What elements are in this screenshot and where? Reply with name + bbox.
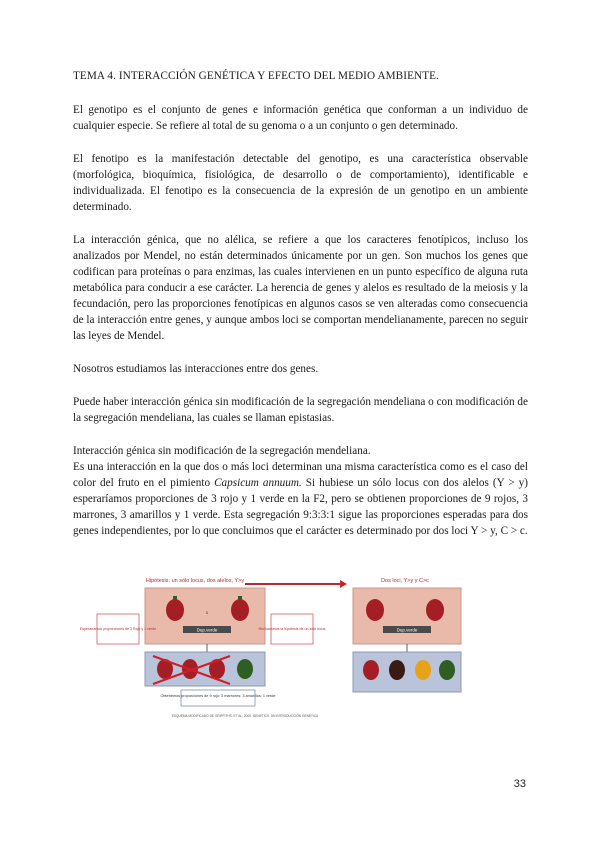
left-title: Hipótesis: un sólo locus, dos alelos, Y>y: [145, 578, 245, 584]
pepper-red-parent-2: [231, 599, 249, 621]
pepper-red-parent-1: [166, 599, 184, 621]
pepper-brown-f2: [389, 660, 405, 680]
page-number: 33: [513, 778, 526, 790]
bottom-note: Obtenemos proporciones de 9 rojo: 3 marrones: 3 amarillos: 1 verde: [160, 694, 276, 698]
cross-label: Dup.verde: [196, 627, 218, 633]
pepper-green-f2: [439, 660, 455, 680]
paragraph-fenotipo: El fenotipo es la manifestación detectable del genotipo, es una característica observable (morfológica, bioquímica, fisiológica, de desarrollo o de comportamiento), identificable e individualizada. El fenotipo es la consecuencia de la expresión de un genotipo en un ambiente determinado.: [73, 153, 528, 213]
note-left: Esperaríamos proporciones de 3 Rojo y 1 verde: [79, 627, 157, 631]
paragraph-dos-genes: Nosotros estudiamos las interacciones entre dos genes.: [73, 363, 319, 375]
cross-symbol: x: [205, 611, 209, 616]
note-right: Rechazamos la hipótesis de un solo locus: [258, 627, 326, 631]
paragraph-epistasias: Puede haber interacción génica sin modificación de la segregación mendeliana o con modificación de la segregación mendeliana, las cuales se llaman epistasias.: [73, 396, 528, 424]
pepper-stem: [173, 596, 177, 600]
arrow-head-icon: [340, 580, 347, 588]
pepper-yellow-f2: [415, 660, 431, 680]
document-page: [73, 70, 528, 556]
chapter-title: TEMA 4. INTERACCIÓN GENÉTICA Y EFECTO DEL MEDIO AMBIENTE.: [73, 70, 439, 82]
figure-caption: ESQUEMA MODIFICADO DE GRIFFITHS, ET AL. 2000. GENETICS. UN INTRODUCCIÓN GENÉTICA: [171, 714, 319, 718]
text-part-a: Es una interacción en la que dos o más loci determinan una misma característica como es el caso del color del fruto en el pimiento: [73, 461, 528, 489]
cross-label-right: Dup.verde: [396, 627, 418, 633]
pepper-cross-figure: [79, 574, 465, 720]
paragraph-interaccion-genica: La interacción génica, que no alélica, se refiere a que los caracteres fenotípicos, incluso los analizados por Mendel, no están determinados únicamente por un gen. Son muchos los genes que codifican para proteínas o para enzimas, las cuales intervienen en un punto específico de alguna ruta metabólica para conducir a ese carácter. La herencia de genes y alelos es resultado de la meiosis y la fecundación, pero las proporciones fenotípicas en algunos casos se ven alteradas como consecuencia de la interacción entre genes, y aunque ambos loci se comportan mendelianamente, parecen no seguir las leyes de Mendel.: [73, 234, 528, 342]
pepper-red-parent-3: [366, 599, 384, 621]
pepper-red-parent-4: [426, 599, 444, 621]
paragraph-capsicum: [73, 459, 528, 539]
pepper-green-offspring: [237, 659, 253, 679]
species-name: Capsicum annuum.: [214, 477, 302, 489]
text-part-b: Si hubiese un sólo locus con dos alelos (Y > y) esperaríamos proporciones de 3 rojo y 1 verde en la F2, pero se obtienen proporciones de 9 rojos, 3 marrones, 3 amarillos y 1 verde. Esta segregación 9:3:3:1 sigue las proporciones esperadas para dos genes independientes, por lo que concluimos que el carácter es determinado por dos loci Y > y, C > c.: [73, 477, 528, 537]
bottom-note-box: [181, 690, 255, 706]
right-title: Dos loci, Y>y y C>c: [381, 578, 429, 584]
section-heading: Interacción génica sin modificación de la segregación mendeliana.: [73, 445, 371, 457]
paragraph-genotipo: El genotipo es el conjunto de genes e información genética que conforman a un individuo de cualquier especie. Se refiere al total de su genoma o a un conjunto o gen determinado.: [73, 104, 528, 132]
pepper-stem: [238, 596, 242, 600]
pepper-red-f2: [363, 660, 379, 680]
